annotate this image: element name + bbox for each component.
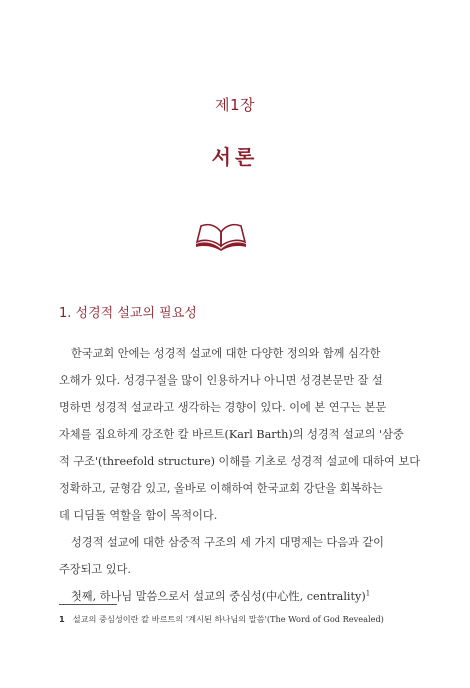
paragraph-1-line-5: 적 구조'(threefold structure) 이해를 기초로 성경적 설교에 대하여 보다	[59, 455, 421, 468]
paragraph-1-line-6: 정확하고, 균형감 있고, 올바로 이해하여 한국교회 강단을 회복하는	[59, 482, 383, 495]
open-book-icon	[195, 218, 247, 252]
paragraph-1-line-4: 자체를 집요하게 강조한 칼 바르트(Karl Barth)의 성경적 설교의 '삼중	[59, 428, 404, 441]
paragraph-3-line-1	[71, 589, 370, 605]
paragraph-1-line-3: 명하면 성경적 설교라고 생각하는 경향이 있다. 이에 본 연구는 본문	[59, 401, 387, 414]
footnote-divider	[59, 604, 117, 605]
chapter-title: 서론	[211, 145, 259, 169]
paragraph-1-line-7: 데 디딤돌 역할을 함이 목적이다.	[59, 509, 218, 522]
paragraph-3-text: 첫째, 하나님 말씀으로서 설교의 중심성(中心性, centrality)	[71, 590, 366, 603]
paragraph-2-line-2: 주장되고 있다.	[59, 563, 131, 576]
section-heading: 1. 성경적 설교의 필요성	[59, 306, 197, 321]
footnote	[59, 614, 389, 625]
paragraph-1-line-2: 오해가 있다. 성경구절을 많이 인용하거나 아니면 성경본문만 잘 설	[59, 374, 383, 387]
paragraph-2-line-1: 성경적 설교에 대한 삼중적 구조의 세 가지 대명제는 다음과 같이	[71, 536, 384, 549]
footnote-reference[interactable]: 1	[365, 589, 371, 598]
footnote-text: 설교의 중심성이란 칼 바르트의 '계시된 하나님의 말씀'(The Word of God Revealed)	[72, 614, 384, 624]
footnote-number: 1	[59, 614, 65, 624]
chapter-number: 제1장	[214, 96, 256, 114]
paragraph-1-line-1: 한국교회 안에는 성경적 설교에 대한 다양한 정의와 함께 심각한	[71, 347, 381, 360]
